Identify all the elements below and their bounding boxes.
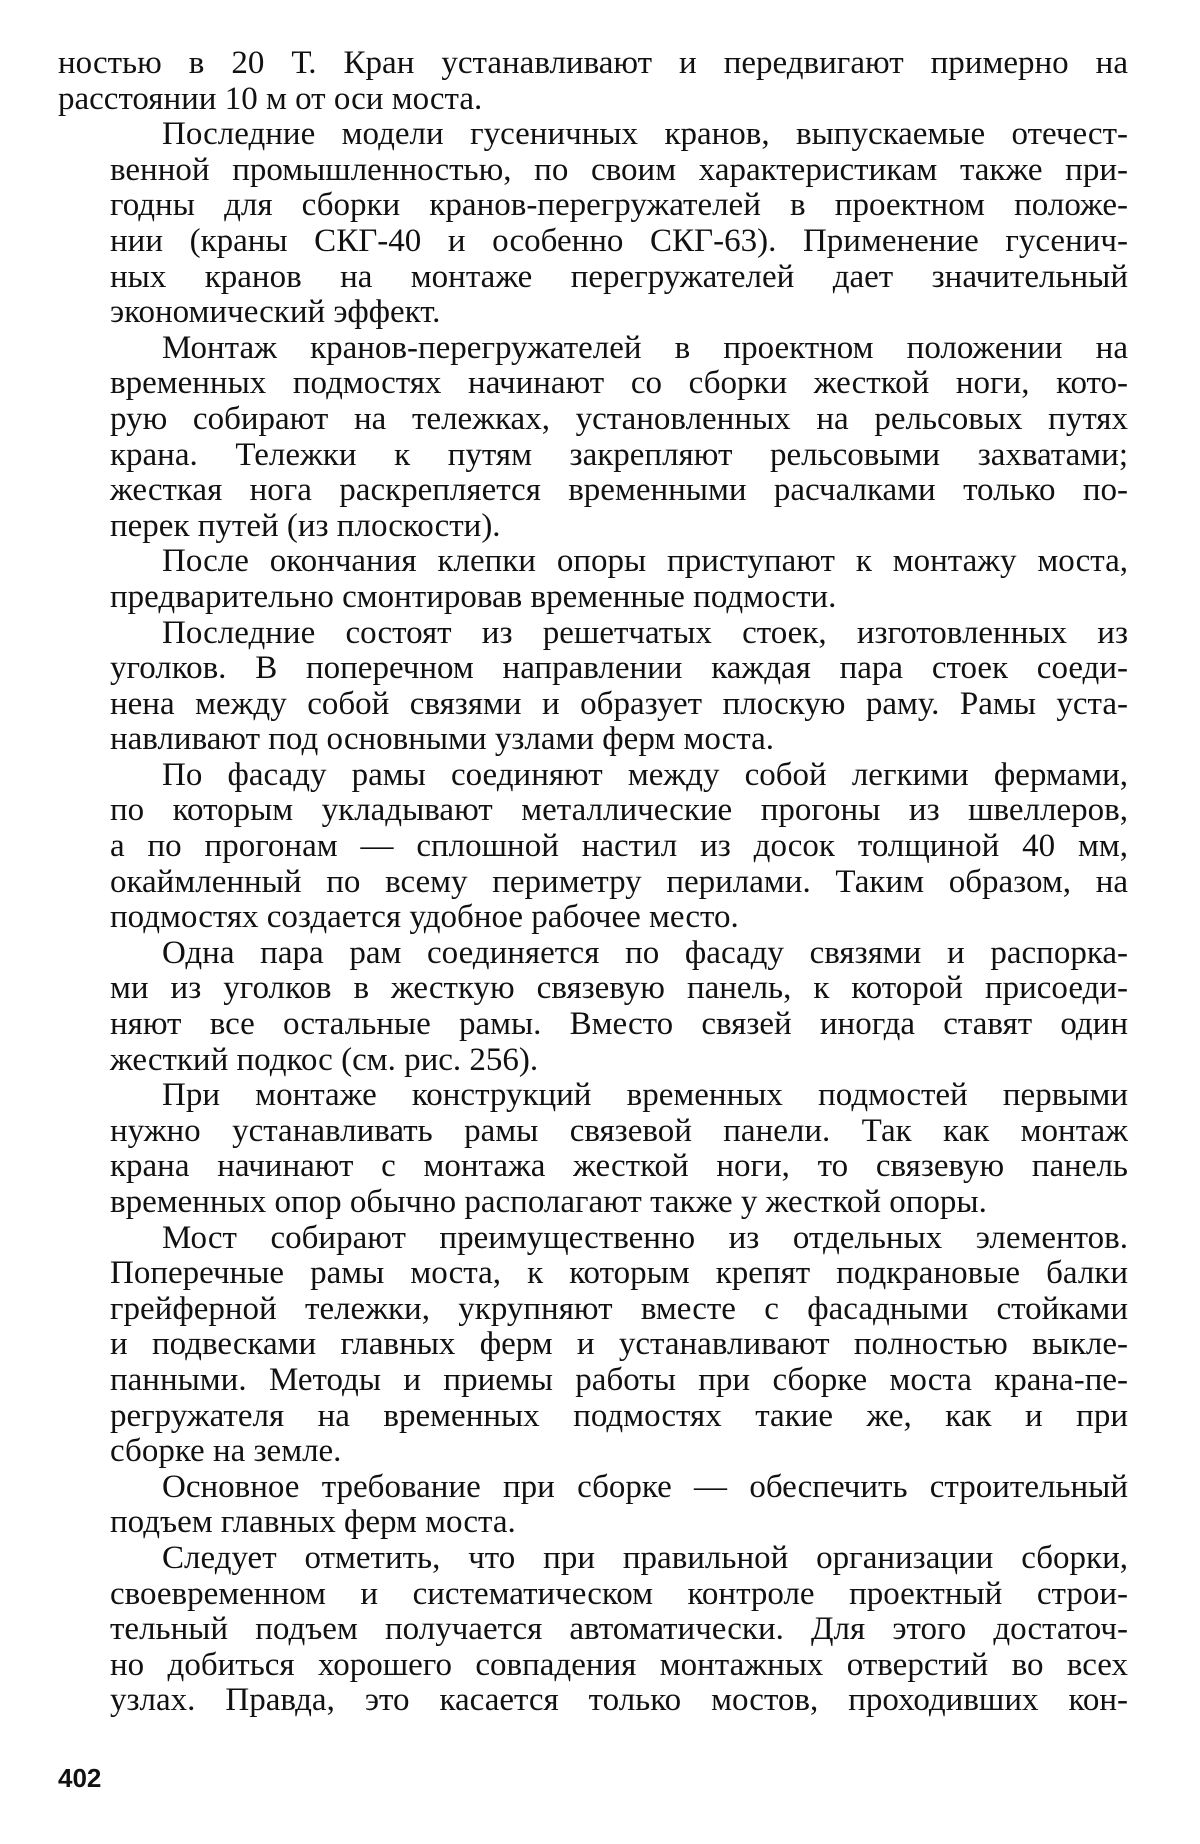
paragraph: [58, 758, 1128, 936]
paragraph: [58, 616, 1128, 758]
text-line: Монтаж кранов-перегружателей в проектном положении на: [162, 329, 1128, 366]
paragraph: [58, 1470, 1128, 1541]
paragraph: [58, 1078, 1128, 1220]
text-line: крана. Тележки к путям закрепляют рельсовыми захватами;: [110, 436, 1128, 473]
text-line: окаймленный по всему периметру перилами. Таким образом, на: [110, 863, 1128, 900]
text-line: нена между собой связями и образует плоскую раму. Рамы уста-: [110, 685, 1128, 722]
text-line: няют все остальные рамы. Вместо связей иногда ставят один: [110, 1006, 1128, 1043]
text-line: нужно устанавливать рамы связевой панели. Так как монтаж: [110, 1112, 1128, 1149]
text-line: временных подмостях начинают со сборки жесткой ноги, кото-: [110, 365, 1128, 402]
text-line: Мост собирают преимущественно из отдельных элементов.: [162, 1219, 1128, 1256]
text-line: Последние состоят из решетчатых стоек, изготовленных из: [162, 614, 1128, 651]
paragraph: [58, 936, 1128, 1078]
text-line: своевременном и систематическом контроле проектный строи-: [110, 1575, 1128, 1612]
text-line: но добиться хорошего совпадения монтажных отверстий во всех: [110, 1646, 1128, 1683]
text-line: предварительно смонтировав временные подмости.: [110, 578, 837, 615]
text-line: Поперечные рамы моста, к которым крепят подкрановые балки: [110, 1255, 1128, 1292]
book-page: [58, 46, 1128, 1816]
text-line: рую собирают на тележках, установленных на рельсовых путях: [110, 400, 1128, 437]
text-line: грейферной тележки, укрупняют вместе с фасадными стойками: [110, 1290, 1128, 1327]
text-line: а по прогонам — сплошной настил из досок толщиной 40 мм,: [110, 828, 1128, 865]
paragraph: [58, 331, 1128, 545]
text-line: и подвесками главных ферм и устанавливают полностью выкле-: [110, 1326, 1128, 1363]
text-line: подмостях создается удобное рабочее место.: [110, 899, 739, 936]
text-line: Одна пара рам соединяется по фасаду связями и распорка-: [162, 934, 1128, 971]
text-line: Основное требование при сборке — обеспечить строительный: [162, 1468, 1128, 1505]
text-line: навливают под основными узлами ферм моста.: [110, 721, 775, 758]
text-line: сборке на земле.: [110, 1433, 342, 1470]
paragraph: [58, 117, 1128, 331]
paragraph: [58, 544, 1128, 615]
text-line: Следует отметить, что при правильной организации сборки,: [162, 1539, 1128, 1576]
text-line: крана начинают с монтажа жесткой ноги, то связевую панель: [110, 1148, 1128, 1185]
text-line: регружателя на временных подмостях такие же, как и при: [110, 1397, 1128, 1434]
text-line: экономический эффект.: [110, 294, 441, 331]
text-line: При монтаже конструкций временных подмостей первыми: [162, 1077, 1128, 1114]
text-line: панными. Методы и приемы работы при сборке моста крана-пе-: [110, 1361, 1128, 1398]
text-line: жесткий подкос (см. рис. 256).: [110, 1041, 539, 1078]
paragraph: [58, 1541, 1128, 1719]
text-line: узлах. Правда, это касается только мостов, проходивших кон-: [110, 1682, 1128, 1719]
page-number: 402: [58, 1763, 102, 1793]
paragraph: [58, 46, 1128, 117]
paragraph: [58, 1221, 1128, 1470]
text-line: расстоянии 10 м от оси моста.: [58, 80, 483, 117]
text-line: временных опор обычно располагают также у жесткой опоры.: [110, 1184, 987, 1220]
text-line: Последние модели гусеничных кранов, выпускаемые отечест-: [162, 116, 1128, 153]
text-line: перек путей (из плоскости).: [110, 507, 501, 544]
text-line: венной промышленностью, по своим характеристикам также при-: [110, 151, 1128, 188]
text-line: ми из уголков в жесткую связевую панель, к которой присоеди-: [110, 970, 1128, 1007]
text-line: ных кранов на монтаже перегружателей дает значительный: [110, 258, 1128, 295]
text-line: По фасаду рамы соединяют между собой легкими фермами,: [162, 756, 1128, 793]
text-line: подъем главных ферм моста.: [110, 1504, 516, 1541]
text-line: жесткая нога раскрепляется временными расчалками только по-: [110, 472, 1128, 509]
text-line: тельный подъем получается автоматически. Для этого достаточ-: [110, 1611, 1128, 1648]
text-line: по которым укладывают металлические прогоны из швеллеров,: [110, 792, 1128, 829]
text-line: ностью в 20 Т. Кран устанавливают и передвигают примерно на: [58, 45, 1128, 81]
text-line: После окончания клепки опоры приступают к монтажу моста,: [162, 543, 1128, 580]
text-line: нии (краны СКГ-40 и особенно СКГ-63). Применение гусенич-: [110, 222, 1128, 259]
text-line: уголков. В поперечном направлении каждая пара стоек соеди-: [110, 650, 1128, 687]
text-line: годны для сборки кранов-перегружателей в проектном положе-: [110, 187, 1128, 224]
